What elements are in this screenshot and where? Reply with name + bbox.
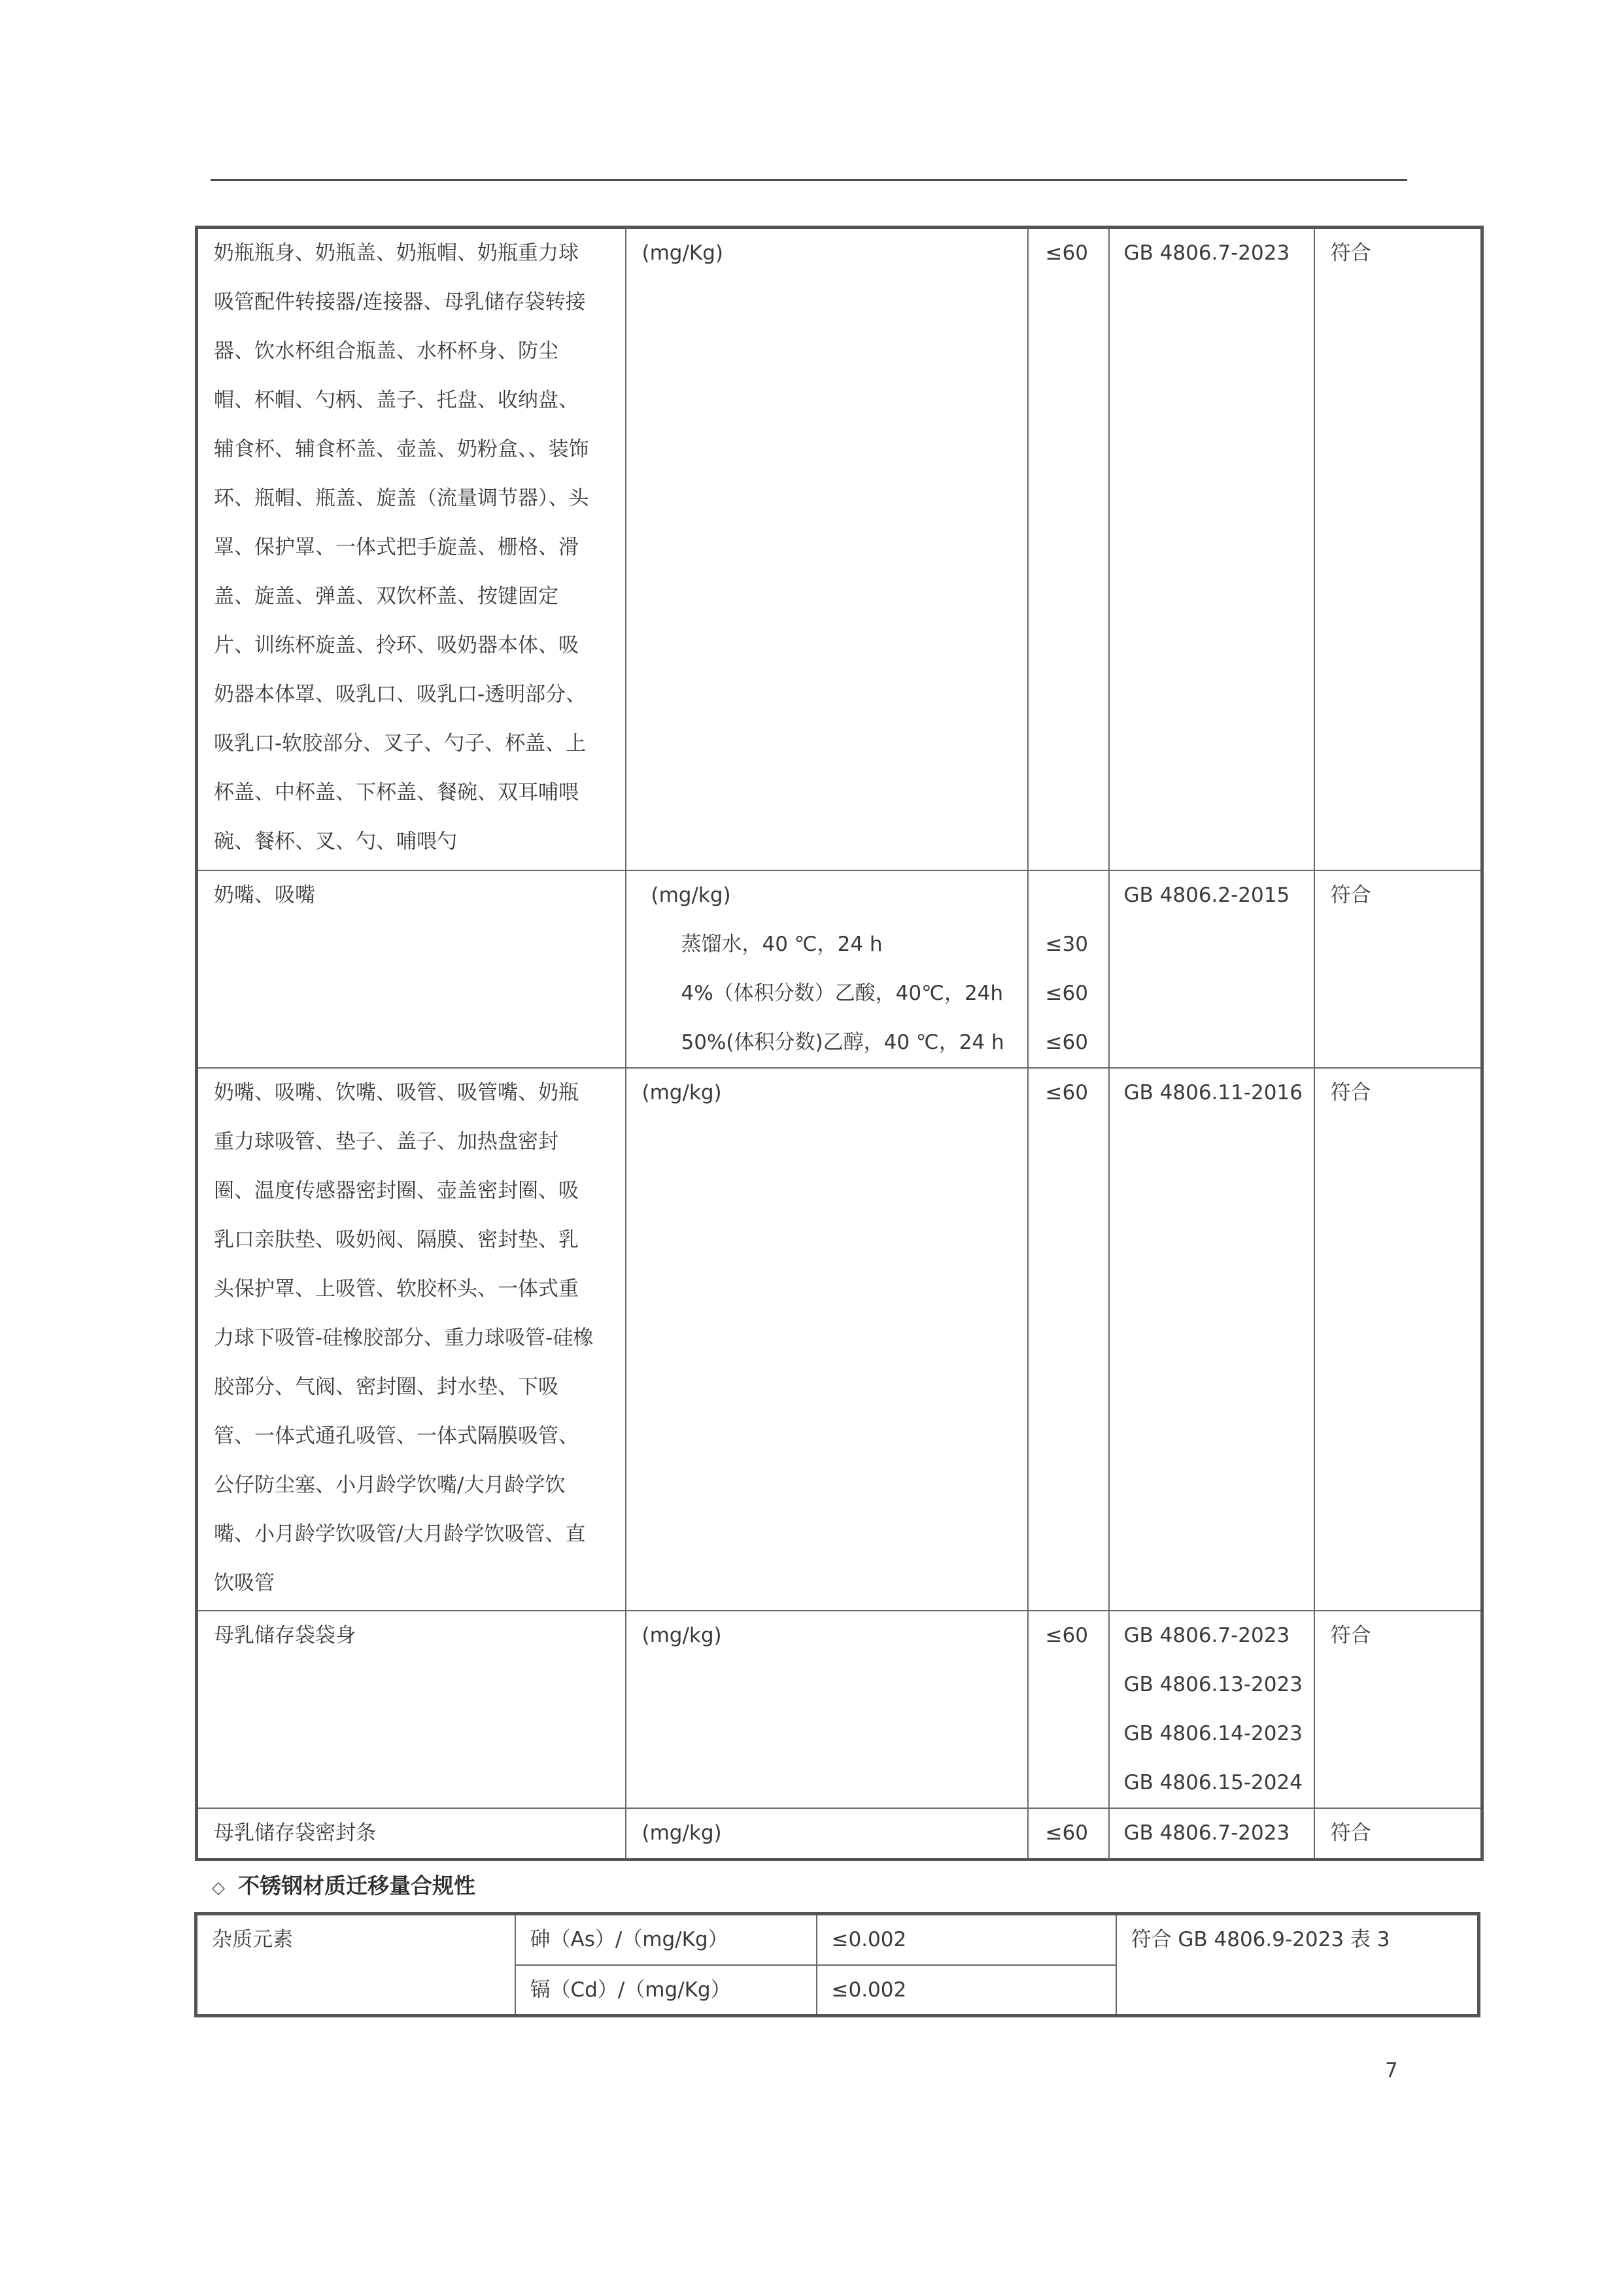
limit-value: ≤60 <box>1045 981 1088 1005</box>
unit-text: (mg/kg) <box>641 1821 722 1845</box>
product-names-line: 奶嘴、吸嘴 <box>214 883 315 907</box>
product-names-cell <box>197 1808 626 1860</box>
product-names-line: 盖、旋盖、弹盖、双饮杯盖、按键固定 <box>214 585 558 608</box>
result-cell <box>1314 1068 1482 1611</box>
product-names-line: 器、饮水杯组合瓶盖、水杯杯身、防尘 <box>214 339 558 363</box>
product-names-cell <box>197 870 626 1068</box>
product-names-line: 罩、保护罩、一体式把手旋盖、栅格、滑 <box>214 536 579 559</box>
standard-code: GB 4806.7-2023 <box>1123 1623 1290 1647</box>
product-names-line: 吸乳口-软胶部分、叉子、勺子、杯盖、上 <box>214 732 587 755</box>
limit-cell <box>1028 228 1109 870</box>
unit-text: (mg/kg) <box>641 1623 722 1647</box>
product-names-line: 碗、餐杯、叉、勺、哺喂勺 <box>214 830 457 853</box>
limit-value: ≤30 <box>1045 932 1088 956</box>
result-text: 符合 <box>1330 1821 1371 1845</box>
limit-cell <box>1028 870 1109 1068</box>
product-names-line: 奶嘴、吸嘴、饮嘴、吸管、吸管嘴、奶瓶 <box>214 1080 579 1105</box>
product-names-line: 环、瓶帽、瓶盖、旋盖（流量调节器）、头 <box>214 487 589 510</box>
limit-value: ≤60 <box>1045 1623 1088 1647</box>
result-cell <box>1314 870 1482 1068</box>
unit-cell <box>626 228 1028 870</box>
standard-cell <box>1109 1068 1314 1611</box>
standard-code: GB 4806.13-2023 <box>1123 1672 1303 1696</box>
product-names-line: 管、一体式通孔吸管、一体式隔膜吸管、 <box>214 1424 579 1448</box>
product-names-line: 吸管配件转接器/连接器、母乳储存袋转接 <box>214 290 586 314</box>
table-row <box>197 1611 1482 1808</box>
category-cell: 杂质元素 <box>196 1914 515 2016</box>
limit-value: ≤60 <box>1045 241 1088 265</box>
limit-cell <box>1028 1808 1109 1860</box>
standard-cell <box>1109 228 1314 870</box>
limit-value: ≤60 <box>1045 1030 1088 1054</box>
product-names-line: 母乳储存袋密封条 <box>214 1821 376 1845</box>
product-names-line: 胶部分、气阀、密封圈、封水垫、下吸 <box>214 1375 558 1399</box>
standard-cell <box>1109 1611 1314 1808</box>
result-text: 符合 <box>1330 241 1371 265</box>
table-row <box>197 228 1482 870</box>
element-cell: 镉（Cd）/（mg/Kg） <box>515 1965 817 2016</box>
product-names-line: 片、训练杯旋盖、拎环、吸奶器本体、吸 <box>214 634 579 657</box>
unit-cell <box>626 1611 1028 1808</box>
limit-value: ≤60 <box>1045 1080 1088 1105</box>
standard-cell <box>1109 870 1314 1068</box>
product-names-line: 嘴、小月龄学饮吸管/大月龄学饮吸管、直 <box>214 1522 586 1546</box>
test-condition: 50%(体积分数)乙醇，40 ℃，24 h <box>681 1030 1004 1054</box>
product-names-line: 辅食杯、辅食杯盖、壶盖、奶粉盒、、装饰 <box>214 437 589 461</box>
result-text: 符合 <box>1330 1623 1371 1647</box>
product-names-cell <box>197 1068 626 1611</box>
product-names-line: 力球下吸管-硅橡胶部分、重力球吸管-硅橡 <box>214 1326 594 1350</box>
section-title <box>212 1872 475 1902</box>
table-row <box>197 870 1482 1068</box>
limit-cell: ≤0.002 <box>817 1914 1116 1965</box>
unit-cell <box>626 1808 1028 1860</box>
migration-table <box>195 226 1484 1861</box>
unit-text: (mg/kg) <box>641 1080 722 1105</box>
test-condition: 蒸馏水，40 ℃，24 h <box>681 932 883 956</box>
product-names-line: 圈、温度传感器密封圈、壶盖密封圈、吸 <box>214 1178 579 1203</box>
result-text: 符合 <box>1330 1080 1371 1105</box>
limit-cell <box>1028 1611 1109 1808</box>
product-names-line: 奶器本体罩、吸乳口、吸乳口-透明部分、 <box>214 683 587 706</box>
standard-code: GB 4806.11-2016 <box>1123 1080 1303 1105</box>
test-condition: 4%（体积分数）乙酸，40℃，24h <box>681 981 1004 1005</box>
table-row <box>197 1808 1482 1860</box>
diamond-bullet-icon: ◇ <box>212 1878 225 1898</box>
standard-code: GB 4806.7-2023 <box>1123 1821 1290 1845</box>
standard-cell <box>1109 1808 1314 1860</box>
result-cell <box>1314 228 1482 870</box>
header-rule <box>211 179 1407 181</box>
unit-text: (mg/Kg) <box>641 241 724 265</box>
unit-text: (mg/kg) <box>651 883 731 907</box>
product-names-line: 头保护罩、上吸管、软胶杯头、一体式重 <box>214 1277 579 1301</box>
element-cell: 砷（As）/（mg/Kg） <box>515 1914 817 1965</box>
result-cell: 符合 GB 4806.9-2023 表 3 <box>1116 1914 1479 2016</box>
product-names-cell <box>197 228 626 870</box>
stainless-steel-table <box>194 1912 1480 2017</box>
limit-cell <box>1028 1068 1109 1611</box>
product-names-line: 重力球吸管、垫子、盖子、加热盘密封 <box>214 1129 558 1154</box>
limit-cell: ≤0.002 <box>817 1965 1116 2016</box>
standard-code: GB 4806.15-2024 <box>1123 1770 1303 1794</box>
product-names-line: 母乳储存袋袋身 <box>214 1623 356 1647</box>
product-names-cell <box>197 1611 626 1808</box>
result-text: 符合 <box>1330 883 1371 907</box>
standard-code: GB 4806.7-2023 <box>1123 241 1290 265</box>
product-names-line: 公仔防尘塞、小月龄学饮嘴/大月龄学饮 <box>214 1473 566 1497</box>
product-names-line: 乳口亲肤垫、吸奶阀、隔膜、密封垫、乳 <box>214 1227 579 1252</box>
product-names-line: 帽、杯帽、勺柄、盖子、托盘、收纳盘、 <box>214 388 579 412</box>
limit-value: ≤60 <box>1045 1821 1088 1845</box>
standard-code: GB 4806.2-2015 <box>1123 883 1290 907</box>
standard-code: GB 4806.14-2023 <box>1123 1721 1303 1745</box>
unit-cell <box>626 1068 1028 1611</box>
product-names-line: 饮吸管 <box>214 1571 275 1595</box>
result-cell <box>1314 1808 1482 1860</box>
result-cell <box>1314 1611 1482 1808</box>
unit-cell <box>626 870 1028 1068</box>
table-row <box>196 1914 1479 1965</box>
page-number: 7 <box>1385 2059 1398 2082</box>
table-row <box>197 1068 1482 1611</box>
product-names-line: 杯盖、中杯盖、下杯盖、餐碗、双耳哺喂 <box>214 781 579 804</box>
product-names-line: 奶瓶瓶身、奶瓶盖、奶瓶帽、奶瓶重力球 <box>214 241 579 265</box>
section-title-text: 不锈钢材质迁移量合规性 <box>238 1873 475 1898</box>
